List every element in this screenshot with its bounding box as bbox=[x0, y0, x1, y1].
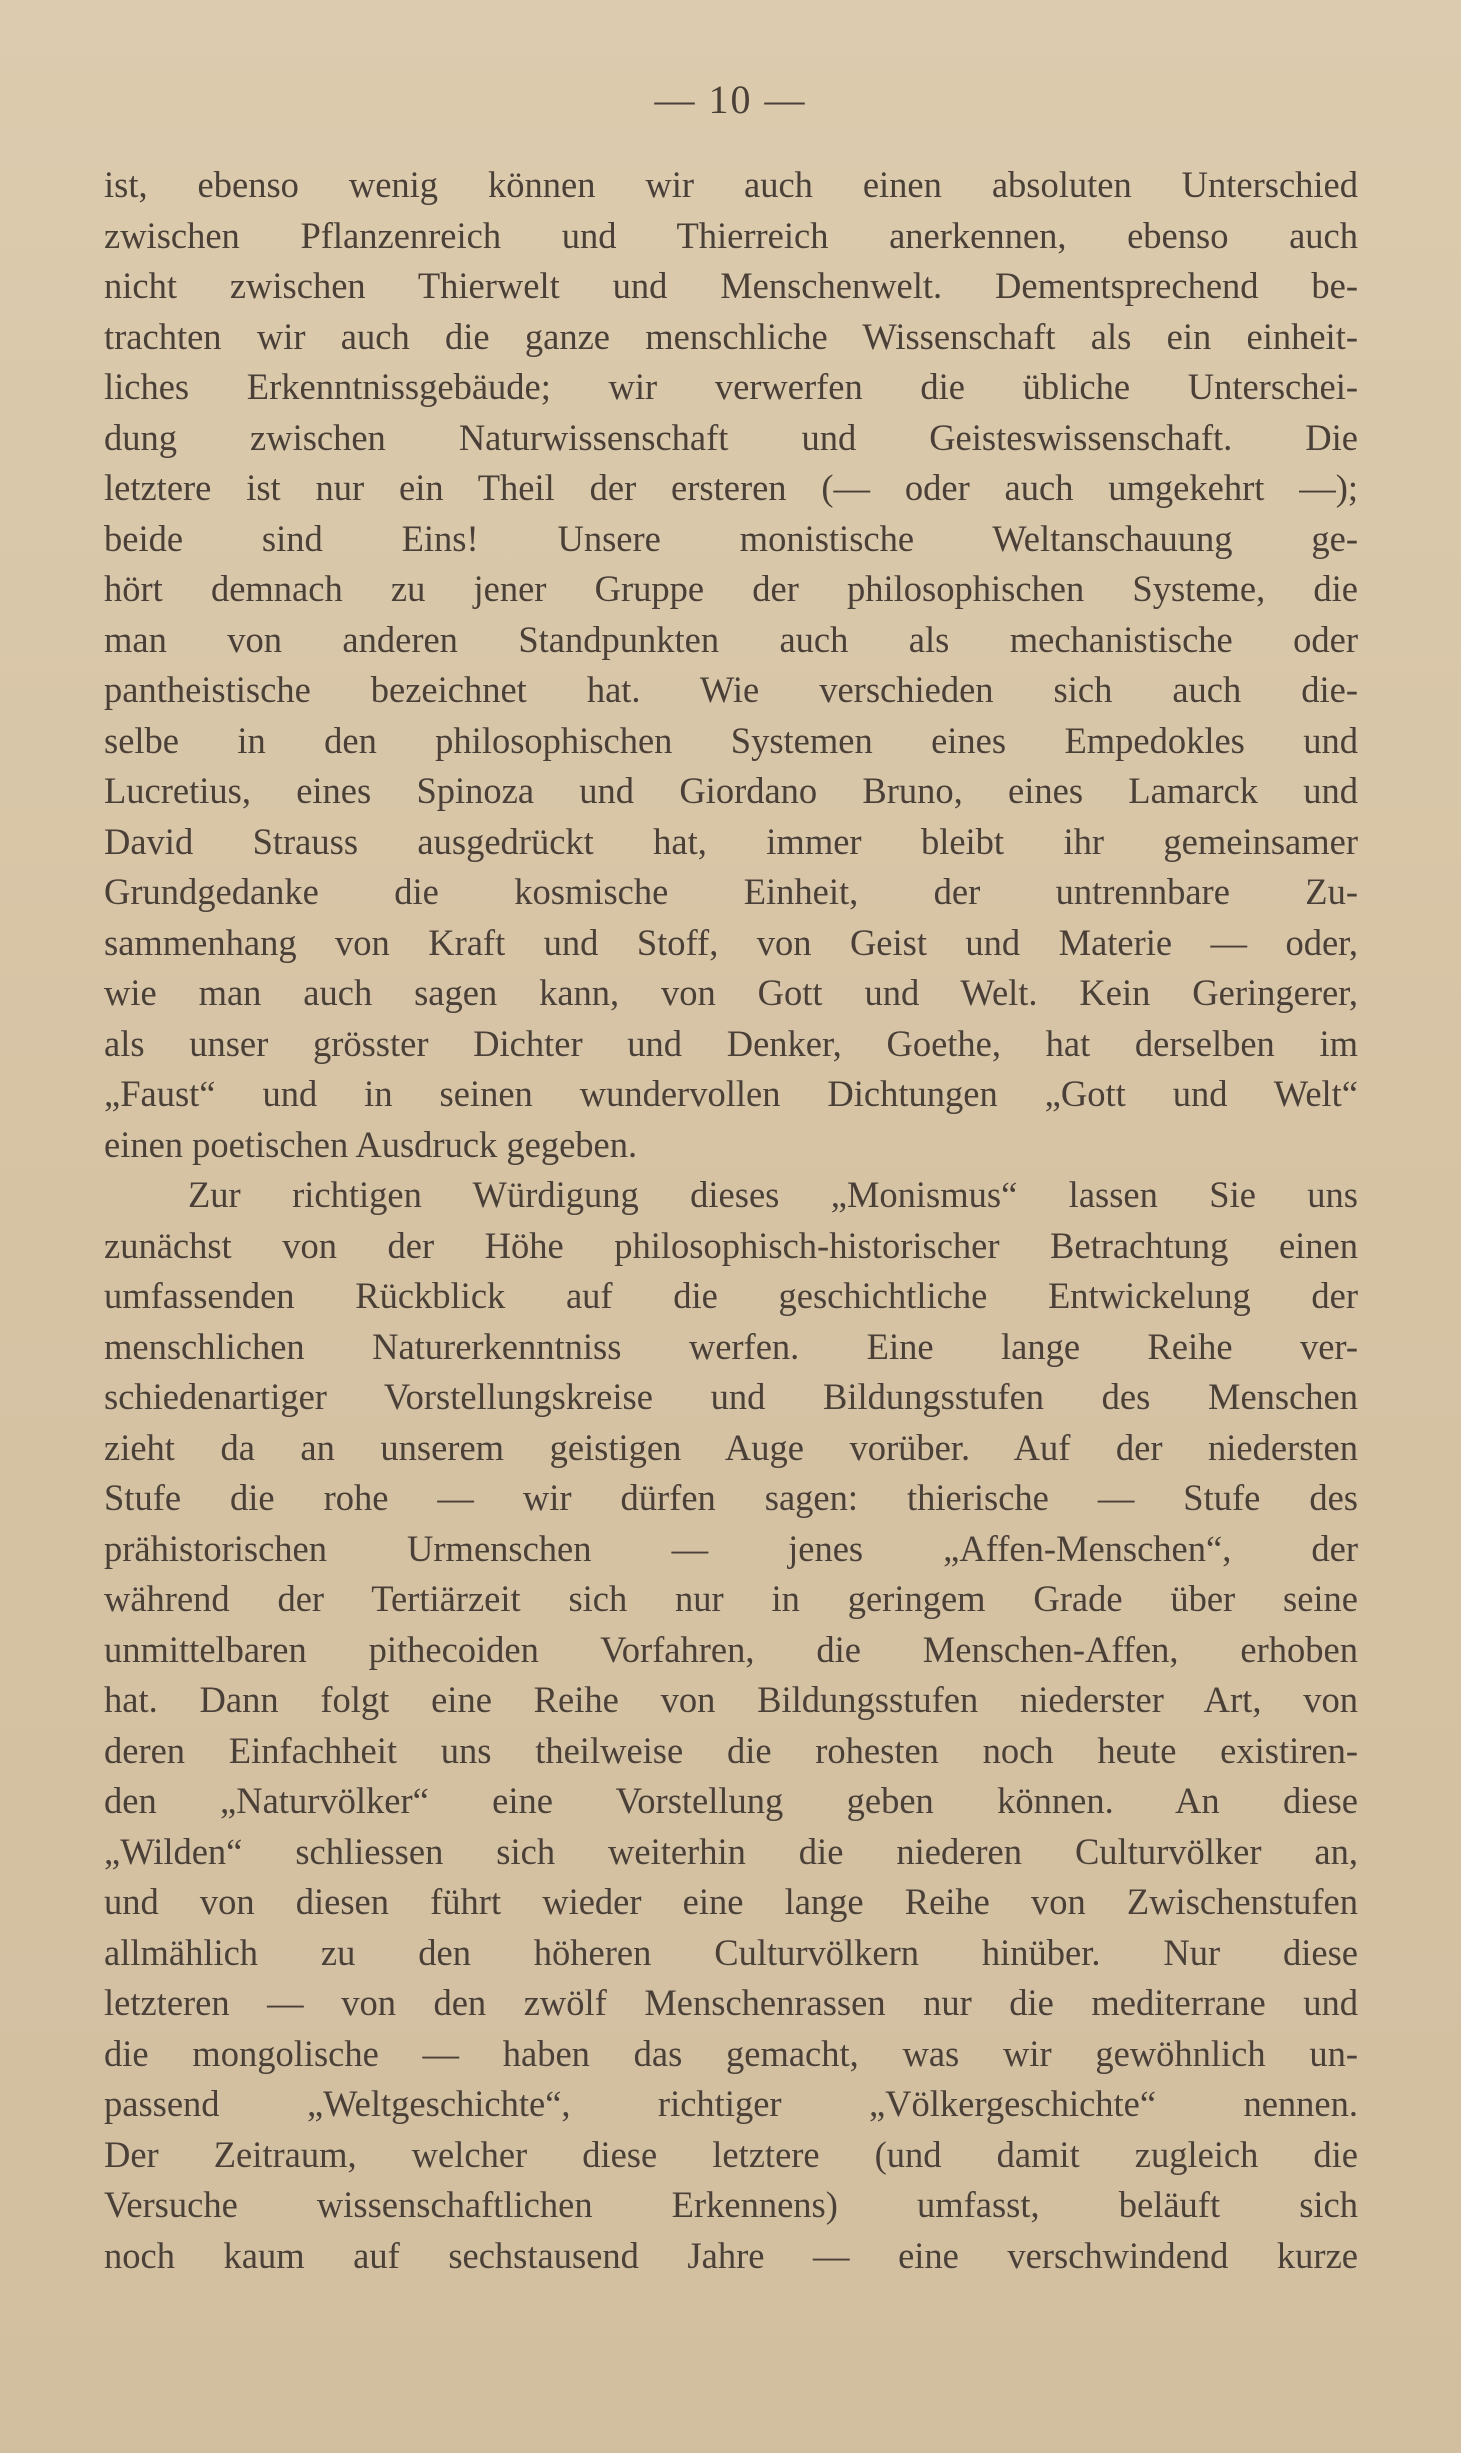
text-line: prähistorischen Urmenschen — jenes „Affen-Menschen“, der bbox=[104, 1527, 1358, 1569]
text-line: schiedenartiger Vorstellungskreise und Bildungsstufen des Menschen bbox=[104, 1376, 1358, 1417]
text-line: den „Naturvölker“ eine Vorstellung geben können. An diese bbox=[104, 1780, 1358, 1821]
text-line: wie man auch sagen kann, von Gott und Welt. Kein Geringerer, bbox=[104, 972, 1358, 1013]
text-line: Zur richtigen Würdigung dieses „Monismus“ lassen Sie uns bbox=[188, 1174, 1358, 1215]
text-line: Stufe die rohe — wir dürfen sagen: thierische — Stufe des bbox=[104, 1477, 1358, 1518]
text-line: David Strauss ausgedrückt hat, immer bleibt ihr gemeinsamer bbox=[104, 820, 1358, 862]
body-text bbox=[104, 160, 1358, 2281]
paragraph-2 bbox=[104, 1170, 1358, 2281]
text-line: hat. Dann folgt eine Reihe von Bildungsstufen niederster Art, von bbox=[104, 1679, 1358, 1720]
text-line: zieht da an unserem geistigen Auge vorüber. Auf der niedersten bbox=[104, 1426, 1358, 1468]
text-line: passend „Weltgeschichte“, richtiger „Völkergeschichte“ nennen. bbox=[104, 2083, 1358, 2124]
text-line: letzteren — von den zwölf Menschenrassen nur die mediterrane und bbox=[104, 1982, 1358, 2023]
text-line: beide sind Eins! Unsere monistische Weltanschauung ge- bbox=[104, 517, 1358, 559]
text-line: selbe in den philosophischen Systemen eines Empedokles und bbox=[104, 719, 1358, 761]
text-line: ist, ebenso wenig können wir auch einen absoluten Unterschied bbox=[104, 164, 1358, 205]
text-line: Lucretius, eines Spinoza und Giordano Bruno, eines Lamarck und bbox=[104, 770, 1358, 811]
text-line: sammenhang von Kraft und Stoff, von Geist und Materie — oder, bbox=[104, 921, 1358, 963]
paragraph-1 bbox=[104, 160, 1358, 1170]
text-line: Versuche wissenschaftlichen Erkennens) umfasst, beläuft sich bbox=[104, 2184, 1358, 2225]
text-line: Grundgedanke die kosmische Einheit, der untrennbare Zu- bbox=[104, 871, 1358, 912]
text-line: hört demnach zu jener Gruppe der philosophischen Systeme, die bbox=[104, 568, 1358, 609]
text-line: Der Zeitraum, welcher diese letztere (und damit zugleich die bbox=[104, 2133, 1358, 2175]
text-line: noch kaum auf sechstausend Jahre — eine verschwindend kurze bbox=[104, 2234, 1358, 2276]
text-line: man von anderen Standpunkten auch als mechanistische oder bbox=[104, 618, 1358, 660]
text-line: letztere ist nur ein Theil der ersteren (— oder auch umgekehrt —); bbox=[104, 467, 1358, 508]
text-line: zunächst von der Höhe philosophisch-historischer Betrachtung einen bbox=[104, 1224, 1358, 1266]
text-line: „Wilden“ schliessen sich weiterhin die niederen Culturvölker an, bbox=[104, 1830, 1358, 1872]
text-line: als unser grösster Dichter und Denker, Goethe, hat derselben im bbox=[104, 1022, 1358, 1064]
text-line: die mongolische — haben das gemacht, was wir gewöhnlich un- bbox=[104, 2032, 1358, 2074]
text-line: umfassenden Rückblick auf die geschichtliche Entwickelung der bbox=[104, 1275, 1358, 1316]
text-line: „Faust“ und in seinen wundervollen Dichtungen „Gott und Welt“ bbox=[104, 1073, 1358, 1114]
text-line: allmählich zu den höheren Culturvölkern hinüber. Nur diese bbox=[104, 1931, 1358, 1973]
text-line: unmittelbaren pithecoiden Vorfahren, die Menschen-Affen, erhoben bbox=[104, 1628, 1358, 1670]
page-number: — 10 — bbox=[654, 77, 807, 122]
text-line: und von diesen führt wieder eine lange Reihe von Zwischenstufen bbox=[104, 1881, 1358, 1922]
text-line: nicht zwischen Thierwelt und Menschenwelt. Dementsprechend be- bbox=[104, 265, 1358, 306]
text-line: menschlichen Naturerkenntniss werfen. Eine lange Reihe ver- bbox=[104, 1325, 1358, 1367]
text-line: pantheistische bezeichnet hat. Wie verschieden sich auch die- bbox=[104, 669, 1358, 710]
text-line: einen poetischen Ausdruck gegeben. bbox=[104, 1123, 638, 1165]
text-line: während der Tertiärzeit sich nur in geringem Grade über seine bbox=[104, 1578, 1358, 1619]
text-line: dung zwischen Naturwissenschaft und Geisteswissenschaft. Die bbox=[104, 416, 1358, 458]
text-line: zwischen Pflanzenreich und Thierreich anerkennen, ebenso auch bbox=[104, 214, 1358, 256]
text-line: liches Erkenntnissgebäude; wir verwerfen die übliche Unterschei- bbox=[104, 366, 1358, 407]
text-line: trachten wir auch die ganze menschliche Wissenschaft als ein einheit- bbox=[104, 315, 1358, 357]
text-line: deren Einfachheit uns theilweise die rohesten noch heute existiren- bbox=[104, 1729, 1358, 1771]
